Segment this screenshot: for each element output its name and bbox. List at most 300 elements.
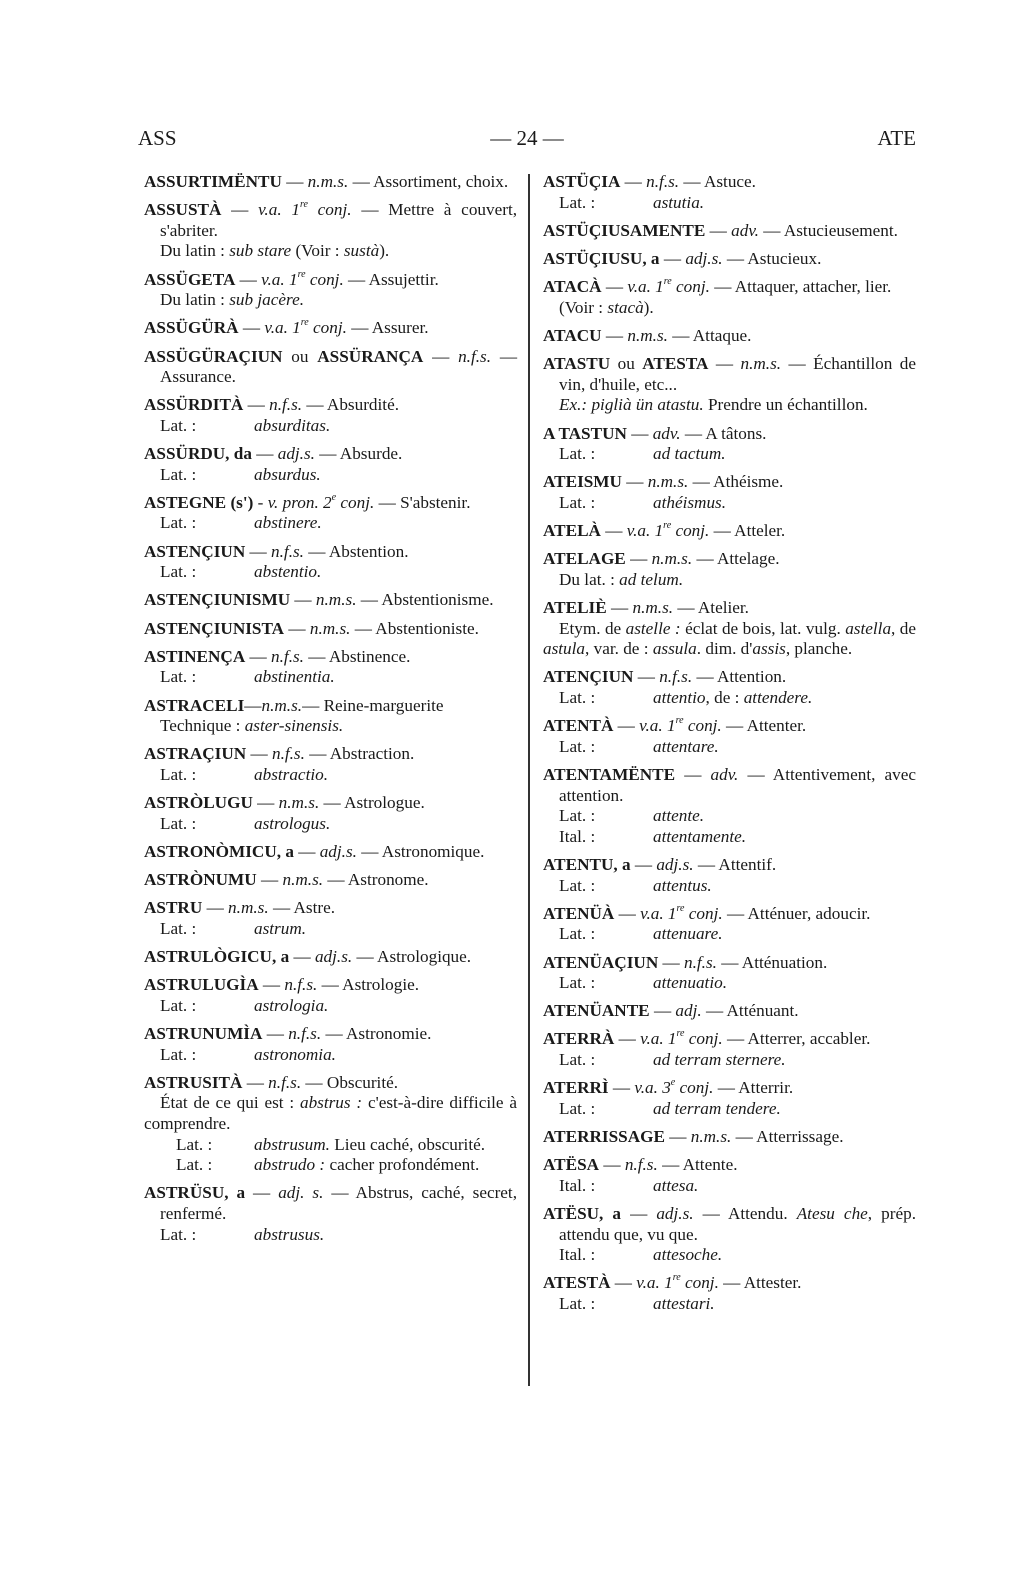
italic-text: n.m.s. [315,590,357,610]
dictionary-entry [144,270,517,311]
italic-text: attesoche. [653,1245,723,1265]
dictionary-entry [543,249,916,270]
etymology-label: Lat. : [160,813,197,833]
definition-text: — Abstrus, caché, secret, renfermé. [160,1183,517,1223]
etymology-line [543,806,916,827]
entry-headline [543,1001,916,1022]
headword: ATESTA [642,354,709,374]
definition-text: — Assujettir. [343,269,439,289]
dictionary-entry [543,424,916,465]
italic-text: adj.s. [656,1204,694,1223]
etymology-label: Lat. : [160,764,197,784]
headword: ASSÜRDU, da [144,444,252,464]
italic-text: n.m.s. [632,598,674,618]
headword: ASTÜÇIA [543,172,621,191]
running-head [138,126,916,156]
definition-text: — [290,590,316,610]
definition-text: — [621,472,648,492]
entry-headline [144,542,517,563]
italic-text: v.a. 1 [639,716,676,736]
dictionary-entry [144,318,517,339]
dictionary-entry [144,696,517,737]
entry-headline [543,765,916,806]
entry-headline [144,172,517,193]
italic-text: re [300,317,309,329]
headword: ASTRULÒGICU, a [144,947,290,967]
italic-text: n.f.s. [646,172,680,191]
headword: ASTRÜSU, a [144,1183,246,1203]
definition-text: — Attester. [718,1273,802,1293]
dictionary-entry [144,1183,517,1245]
headword: ASTRUSITÀ [144,1072,243,1092]
entry-headline [144,270,517,291]
right-column [543,172,916,1322]
dictionary-entry [144,647,517,688]
entry-headline [144,619,517,640]
headword: ATACU [543,325,602,345]
definition-text: — Assurance. [160,346,517,387]
headword: ASTÜÇIUSAMENTE [543,220,706,240]
entry-note [144,290,517,311]
definition-text: — [614,1029,641,1049]
definition-text: — Attaque. [667,325,752,345]
etymology-label: Lat. : [160,513,197,533]
entry-headline [144,493,517,514]
definition-text: — Atterrir. [713,1078,794,1098]
entry-headline [543,326,916,347]
dictionary-entry [543,765,916,847]
italic-text: stacà [607,297,644,317]
italic-text: conj. [675,1078,714,1098]
definition-text: ou [610,354,643,374]
dictionary-entry [144,975,517,1016]
definition-text: — [600,521,627,541]
definition-text: — [625,549,652,569]
etymology-line [144,562,517,583]
italic-text: assis [752,639,786,659]
headword: ASSUSTÀ [144,200,222,220]
italic-text: n.m.s. [307,172,349,191]
headword: ATERRISSAGE [543,1127,665,1147]
dictionary-entry [543,1078,916,1119]
definition-text: — [606,598,633,618]
italic-text: n.f.s. [284,975,318,995]
dictionary-entry [543,221,916,242]
italic-text: n.m.s. [651,549,693,569]
page-number: — 24 — [490,126,564,150]
dictionary-entry [543,667,916,708]
definition-text: — [221,200,259,220]
headword: ASTENÇIUN [144,541,246,561]
definition-text: — Astrologue. [319,793,425,813]
italic-text: re [299,199,308,211]
etymology-label: Lat. : [160,1044,197,1064]
dictionary-entry [144,172,517,193]
headword: ATËSU, a [543,1204,621,1223]
definition-text: Prendre un échantillon. [703,395,868,415]
definition-text: — Atténuant. [701,1001,799,1021]
etymology-label: Lat. : [559,806,596,826]
headword: ASTINENÇA [144,646,246,666]
definition-text: — Astronomique. [356,841,485,861]
entry-headline [543,1155,916,1176]
dictionary-entry [144,744,517,785]
italic-text: re [676,1028,685,1040]
headword: ASTRULUGÌA [144,975,259,995]
italic-text: astrologia. [254,995,329,1015]
definition-text: ). [643,297,654,317]
definition-text: — Attelage. [692,549,780,569]
headword: ATASTU [543,354,611,374]
headword: ASSURTIMËNTU [144,172,282,191]
dictionary-entry [144,793,517,834]
italic-text: attentamente. [653,826,747,846]
definition-text: — Astrologie. [317,975,420,995]
italic-text: astutia. [653,192,705,212]
italic-text: n.m.s. [309,618,351,638]
italic-text: conj. [680,1273,719,1293]
dictionary-entry [144,1024,517,1065]
entry-headline [144,647,517,668]
definition-text: — Astucieux. [722,248,822,268]
definition-text: État de ce qui est : [160,1093,300,1113]
italic-text: re [663,520,672,532]
italic-text: attenuare. [653,924,723,944]
entry-note [543,619,916,660]
etymology-line [144,814,517,835]
etymology-label: Lat. : [559,444,596,464]
italic-text: v.a. 1 [640,903,677,923]
definition-text: — [621,1204,657,1223]
headword: ATESTÀ [543,1273,611,1293]
definition-text: — [675,764,711,784]
etymology-label: Lat. : [559,492,596,512]
headword: ASTÜÇIUSU, a [543,248,660,268]
entry-headline [144,1073,517,1094]
running-head-left: ASS [138,126,177,150]
definition-text: — [423,346,459,366]
etymology-label: Lat. : [176,1155,213,1175]
italic-text: sub jacère. [229,290,305,310]
entry-headline [144,200,517,241]
etymology-label: Lat. : [559,736,596,756]
left-column [144,172,517,1253]
definition-text: — [284,618,310,638]
headword: ASTRÒLUGU [144,793,253,813]
definition-text: — Attenter. [721,716,807,736]
definition-text: — [256,870,283,890]
definition-text: ou [282,346,318,366]
definition-text: — [649,1001,676,1021]
definition-text: , planche. [785,639,853,659]
headword: ATËSA [543,1155,600,1175]
dictionary-entry [144,395,517,436]
definition-text: — Atelier. [673,598,749,618]
italic-text: e [670,1077,676,1089]
definition-text: — Attendu. [693,1204,797,1223]
dictionary-entry [543,326,916,347]
definition-text: — Astrologique. [352,947,472,967]
etymology-label: Lat. : [160,1224,197,1244]
etymology-line [543,688,916,709]
definition-text: — [614,903,641,923]
italic-text: abstractio. [254,764,329,784]
italic-text: n.m.s. [261,695,303,715]
definition-text: — [235,269,262,289]
headword: ATENÇIUN [543,667,634,687]
dictionary-entry [543,521,916,542]
italic-text: v.a. 3 [634,1078,671,1098]
entry-headline [543,667,916,688]
dictionary-entry [144,493,517,534]
entry-note [144,241,517,262]
italic-text: adv. [710,764,739,784]
italic-text: n.m.s. [740,354,782,374]
dictionary-entry [543,953,916,994]
definition-text: — Atterrissage. [731,1127,844,1147]
italic-text: abstentio. [254,562,322,582]
entry-headline [543,904,916,925]
italic-text: n.f.s. [271,541,304,561]
headword: ATENÜANTE [543,1001,650,1021]
dictionary-entry [144,444,517,485]
italic-text: n.f.s. [268,1072,302,1092]
entry-headline [144,1024,517,1045]
definition-text: Du latin : [160,241,230,261]
entry-headline [543,521,916,542]
headword: ATENTU, a [543,854,631,874]
definition-text: — Atteler. [709,521,786,541]
dictionary-entry [543,1001,916,1022]
italic-text: astelle : [625,618,681,638]
definition-text: — [242,1072,269,1092]
definition-text: — Abstraction. [304,744,415,764]
dictionary-entry [543,598,916,660]
definition-text: — [243,395,270,415]
italic-text: conj. [307,200,352,220]
italic-text: ad tactum. [653,444,726,464]
italic-text: abstinere. [254,513,322,533]
dictionary-entry [543,172,916,213]
italic-text: n.m.s. [278,793,320,813]
italic-text: sub stare [229,241,292,261]
entry-headline [144,793,517,814]
definition-text: — [664,1127,691,1147]
definition-text: — [613,716,640,736]
definition-text: — [202,898,229,918]
definition-text: — Attaquer, attacher, lier. [709,277,892,297]
dictionary-entry [144,947,517,968]
headword: ASTRACELI [144,695,245,715]
etymology-label: Ital. : [559,826,596,846]
definition-text: — [658,952,685,972]
entry-headline [543,472,916,493]
definition-text: — Atténuation. [716,952,828,972]
etymology-line [144,416,517,437]
definition-text: — [608,1078,635,1098]
definition-text: — [708,354,741,374]
entry-headline [144,842,517,863]
entry-headline [543,855,916,876]
entry-headline [543,354,916,395]
headword: ASTRUNUMÌA [144,1024,263,1044]
headword: ATERRÌ [543,1078,609,1098]
italic-text: assula [652,639,697,659]
definition-text: — Reine-marguerite [302,695,444,715]
dictionary-entry [543,855,916,896]
definition-text: Technique : [160,716,245,736]
etymology-line [144,919,517,940]
entry-headline [543,716,916,737]
etymology-label: Lat. : [160,995,197,1015]
definition-text: — [245,1183,279,1203]
column-divider [528,174,530,1386]
italic-text: aster-sinensis. [244,716,344,736]
italic-text: e [331,491,337,503]
italic-text: re [663,276,672,288]
entry-headline [144,975,517,996]
etymology-label: Lat. : [160,667,197,687]
definition-text: — Astre. [268,898,335,918]
dictionary-entry [543,904,916,945]
entry-headline [144,347,517,388]
headword: ASSÜGÜRÀ [144,318,239,338]
etymology-line [543,1176,916,1197]
italic-text: astula [543,639,586,659]
etymology-label: Lat. : [559,1098,596,1118]
italic-text: adv. [652,423,681,443]
etymology-label: Lat. : [160,562,197,582]
etymology-line [144,667,517,688]
italic-text: n.f.s. [458,346,492,366]
definition-text: — [601,325,628,345]
definition-text: Lieu caché, obscurité. [329,1134,486,1154]
headword: ASTENÇIUNISTA [144,618,285,638]
italic-text: conj. [308,318,347,338]
definition-text: , var. de : [585,639,653,659]
italic-text: adj.s. [277,444,315,464]
definition-text: c'est-à-dire difficile à comprendre. [144,1093,517,1134]
dictionary-entry [144,870,517,891]
definition-text: — [289,947,315,967]
italic-text: adj.s. [319,841,357,861]
definition-text: — [626,423,653,443]
definition-text: , de : [705,688,744,707]
entry-headline [144,696,517,717]
dictionary-entry [543,354,916,416]
italic-text: Atesu che [796,1204,868,1223]
definition-text: — [293,841,320,861]
definition-text: — [262,1024,289,1044]
etymology-line [543,1050,916,1071]
headword: ASSÜRANÇA [317,346,424,366]
dictionary-entry [144,898,517,939]
entry-headline [144,318,517,339]
headword: ATERRÀ [543,1029,615,1049]
dictionary-entry [543,1029,916,1070]
definition-text: Du latin : [160,290,230,310]
etymology-line [543,1245,916,1266]
definition-text: (Voir : [559,297,608,317]
italic-text: adj. s. [278,1183,324,1203]
entry-note [144,1093,517,1134]
etymology-label: Lat. : [559,688,596,707]
etymology-label: Lat. : [160,464,197,484]
entry-headline [144,870,517,891]
definition-text: — Obscurité. [301,1072,399,1092]
definition-text: — [601,277,628,297]
italic-text: athéismus. [653,492,727,512]
italic-text: v.a. 1 [626,521,664,541]
italic-text: conj. [684,1029,723,1049]
etymology-label: Lat. : [559,875,596,895]
italic-text: abstrusus. [254,1224,325,1244]
etymology-line [144,1155,517,1176]
italic-text: v.a. 1 [258,200,300,220]
headword: ASTRU [144,898,203,918]
definition-text: — Assurer. [346,318,429,338]
etymology-label: Lat. : [176,1134,213,1154]
etymology-line [144,765,517,786]
dictionary-entry [543,549,916,590]
entry-headline [543,1273,916,1294]
definition-text: — Attente. [657,1155,738,1175]
etymology-line [543,193,916,214]
entry-note [543,298,916,319]
italic-text: re [676,902,685,914]
entry-note [543,395,916,416]
headword: ASTRAÇIUN [144,744,247,764]
dictionary-entry [543,277,916,318]
dictionary-entry [144,1073,517,1176]
definition-text: — [246,744,272,764]
italic-text: conj. [684,903,723,923]
italic-text: v.a. 1 [636,1273,673,1293]
headword: ASTRÒNUMU [144,870,257,890]
definition-text: — Astronomie. [321,1024,432,1044]
definition-text: — Attentif. [693,854,777,874]
italic-text: conj. [671,277,710,297]
dictionary-entry [144,542,517,583]
definition-text: — Abstentioniste. [350,618,479,638]
italic-text: n.m.s. [282,870,324,890]
definition-text: . dim. d' [696,639,753,659]
headword: ATEISMU [543,472,622,492]
headword: ASSÜGETA [144,269,236,289]
definition-text: — Attention. [692,667,787,687]
definition-text: (Voir : [291,241,344,261]
italic-text: v.a. 1 [264,318,301,338]
italic-text: absurditas. [254,415,331,435]
italic-text: n.m.s. [228,898,269,918]
italic-text: attentus. [653,875,712,895]
headword: ATELÀ [543,521,601,541]
etymology-line [144,465,517,486]
etymology-line [144,1045,517,1066]
definition-text: — [251,444,278,464]
headword: ASTENÇIUNISMU [144,590,291,610]
entry-headline [144,395,517,416]
etymology-line [543,973,916,994]
definition-text: — [659,248,686,268]
italic-text: abstrus : [299,1093,363,1113]
dictionary-entry [543,1204,916,1266]
entry-headline [543,221,916,242]
entry-headline [543,549,916,570]
italic-text: astrologus. [254,813,331,833]
dictionary-entry [144,347,517,388]
italic-text: attestari. [653,1293,715,1313]
